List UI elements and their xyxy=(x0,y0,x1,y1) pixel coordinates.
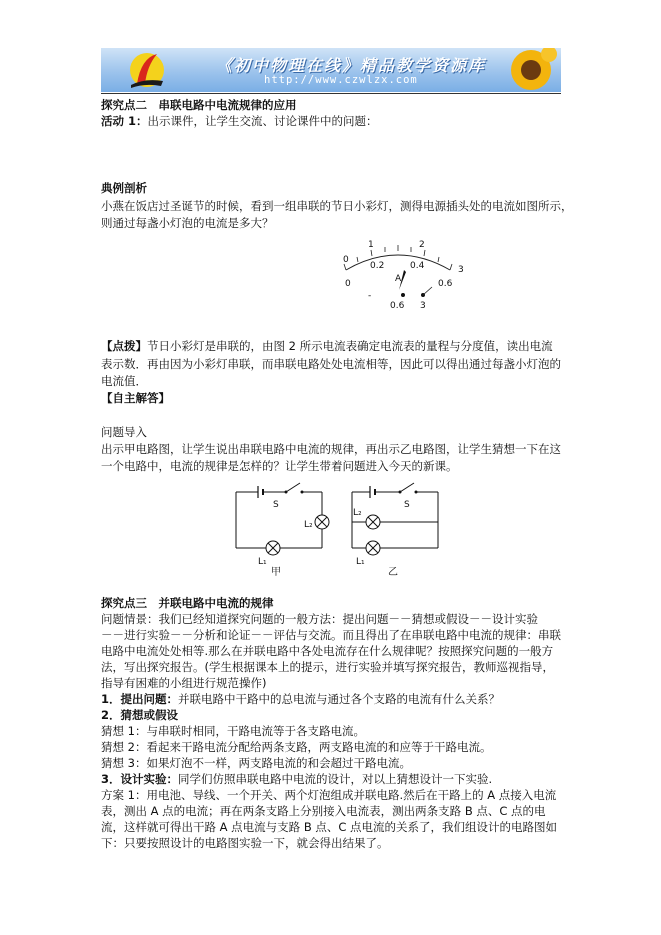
question-line xyxy=(101,692,500,707)
question-label: 1．提出问题： xyxy=(101,692,179,706)
section2-heading: 探究点二 串联电路中电流规律的应用 xyxy=(101,98,297,112)
hint-text-1: 节日小彩灯是串联的，由图 2 所示电流表确定电流表的量程与分度值，读出电流 xyxy=(147,339,553,353)
terminal-dot xyxy=(401,293,405,297)
terminal-neg: - xyxy=(368,291,372,301)
hint-line-3: 电流值． xyxy=(101,374,147,388)
design-label: 3．设计实验： xyxy=(101,772,179,786)
top-tick-0: 0 xyxy=(343,255,349,265)
circuit-jia xyxy=(236,483,329,555)
circuit-diagrams xyxy=(228,478,450,580)
example-line-1: 小燕在饭店过圣诞节的时候，看到一组串联的节日小彩灯，测得电源插头处的电流如图所示， xyxy=(101,199,573,213)
bottom-tick-2: 0.4 xyxy=(410,261,425,271)
example-heading: 典例剖析 xyxy=(101,181,147,195)
question-text: 并联电路中干路中的总电流与通过各个支路的电流有什么关系？ xyxy=(178,692,501,706)
activity-label: 活动 1： xyxy=(101,114,148,128)
intro-heading: 问题导入 xyxy=(101,425,147,439)
logo-icon xyxy=(130,53,164,88)
hint-label: 【点拨】 xyxy=(101,339,147,353)
header-rule xyxy=(101,93,561,94)
plan-line-4: 下：只要按照设计的电路图实验一下，就会得出结果了。 xyxy=(101,836,389,850)
top-tick-3: 3 xyxy=(458,265,464,275)
jia-switch-label: S xyxy=(273,500,279,510)
jia-caption: 甲 xyxy=(271,567,281,578)
ammeter-wire xyxy=(423,287,432,295)
terminal-0-6: 0.6 xyxy=(390,301,405,311)
sunflower-icon xyxy=(511,48,557,90)
intro-line-1: 出示甲电路图，让学生说出串联电路中电流的规律，再出示乙电路图，让学生猜想一下在这 xyxy=(101,442,561,456)
section3-heading: 探究点三 并联电路中电流的规律 xyxy=(101,596,274,610)
example-line-2: 则通过每盏小灯泡的电流是多大？ xyxy=(101,216,274,230)
top-tick-1: 1 xyxy=(368,240,374,250)
hint-line-2: 表示数．再由因为小彩灯串联，而串联电路处处电流相等，因此可以得出通过每盏小灯泡的 xyxy=(101,357,561,371)
terminal-3: 3 xyxy=(420,301,426,311)
activity-text: 出示课件，让学生交流、讨论课件中的问题： xyxy=(147,114,378,128)
yi-lamp1-label: L₁ xyxy=(356,557,365,567)
bottom-tick-1: 0.2 xyxy=(370,261,385,271)
section3-p1-line4: 法，写出探究报告。(学生根据课本上的提示，进行实验并填写探究报告，教师巡视指导， xyxy=(101,660,554,674)
plan-line-3: 流，这样就可得出干路 A 点电流与支路 B 点、C 点电流的关系了，我们组设计的电路图如 xyxy=(101,820,558,834)
header-banner xyxy=(101,48,561,92)
yi-switch-label: S xyxy=(404,500,410,510)
section3-p1-line2: －－进行实验－－分析和论证－－评估与交流。而且得出了在串联电路中电流的规律：串联 xyxy=(101,628,561,642)
banner-url: http://www.czwlzx.com xyxy=(264,74,418,86)
section3-p1-line3: 电路中电流处处相等.那么在并联电路中各处电流存在什么规律呢？按照探究问题的一般方 xyxy=(101,644,554,658)
guess-3: 猜想 3：如果灯泡不一样，两支路电流的和会超过干路电流。 xyxy=(101,756,411,770)
ammeter-ticks xyxy=(344,245,452,270)
design-line xyxy=(101,772,492,787)
section3-p1-line5: 指导有困难的小组进行规范操作) xyxy=(101,676,267,690)
bottom-tick-0: 0 xyxy=(345,279,351,289)
hypothesis-label: 2．猜想或假设 xyxy=(101,708,179,722)
yi-caption: 乙 xyxy=(388,567,398,578)
ammeter-arc xyxy=(346,255,450,270)
yi-lamp2-label: L₂ xyxy=(353,508,362,518)
self-answer-label: 【自主解答】 xyxy=(101,391,170,405)
plan-line-1: 方案 1：用电池、导线、一个开关、两个灯泡组成并联电路.然后在干路上的 A 点接入电流 xyxy=(101,788,557,802)
guess-2: 猜想 2：看起来干路电流分配给两条支路，两支路电流的和应等于干路电流。 xyxy=(101,740,492,754)
plan-line-2: 表，测出 A 点的电流；再在两条支路上分别接入电流表，测出两条支路 B 点、C 点的电 xyxy=(101,804,546,818)
design-text: 同学们仿照串联电路中电流的设计，对以上猜想设计一下实验. xyxy=(178,772,493,786)
bottom-tick-3: 0.6 xyxy=(438,279,453,289)
jia-lamp2-label: L₂ xyxy=(304,520,313,530)
ammeter-figure xyxy=(320,232,480,314)
top-tick-2: 2 xyxy=(419,240,425,250)
guess-1: 猜想 1：与串联时相同，干路电流等于各支路电流。 xyxy=(101,724,365,738)
intro-line-2: 一个电路中，电流的规律是怎样的？让学生带着问题进入今天的新课。 xyxy=(101,459,458,473)
circuit-yi xyxy=(352,483,438,555)
banner-title: 《初中物理在线》精品教学资源库 xyxy=(216,56,487,75)
activity-line xyxy=(101,114,378,129)
ammeter-unit: A xyxy=(395,274,402,284)
section3-p1-line1: 问题情景：我们已经知道探究问题的一般方法：提出问题－－猜想或假设－－设计实验 xyxy=(101,612,538,626)
jia-lamp1-label: L₁ xyxy=(258,557,267,567)
hint-line-1 xyxy=(101,339,553,354)
